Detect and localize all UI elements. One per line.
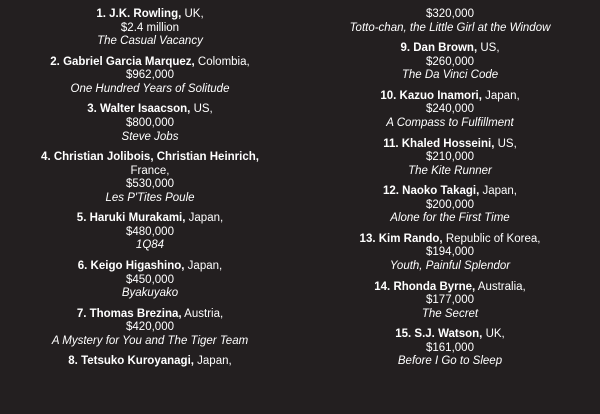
- entry-rank-name: 5. Haruki Murakami,: [76, 212, 186, 225]
- entry-amount: $2.4 million: [120, 21, 180, 34]
- entry-location: France,: [130, 164, 170, 177]
- entry-title: A Compass to Fulfillment: [386, 116, 514, 129]
- entry-amount: $210,000: [426, 151, 474, 164]
- entry-title: Before I Go to Sleep: [397, 355, 503, 368]
- entry-title: The Kite Runner: [408, 164, 492, 177]
- entry-headline: [68, 355, 231, 369]
- list-item: [383, 138, 517, 179]
- entry-amount: $200,000: [426, 198, 474, 211]
- entry-title: Youth, Painful Splendor: [389, 260, 511, 272]
- list-item: [395, 328, 505, 369]
- entry-rank-name: 7. Thomas Brezina,: [76, 307, 182, 320]
- list-item: [360, 233, 541, 274]
- entry-title: 1Q84: [135, 239, 165, 252]
- list-item: [78, 260, 222, 301]
- entry-rank-name: 15. S.J. Watson,: [395, 328, 483, 341]
- entry-rank-name: 11. Khaled Hosseini,: [383, 137, 495, 150]
- entry-headline: [400, 42, 499, 56]
- entry-rank-name: 4. Christian Jolibois, Christian Heinrich,: [41, 151, 259, 164]
- entry-headline: [77, 212, 223, 226]
- entry-location: Japan,: [185, 212, 224, 225]
- list-item: [374, 281, 525, 322]
- entry-rank-name: 3. Walter Isaacson,: [87, 103, 191, 116]
- entry-headline: [52, 308, 248, 322]
- entry-rank-name: 14. Rhonda Byrne,: [374, 280, 476, 293]
- entry-rank-name: 2. Gabriel Garcia Marquez,: [50, 55, 195, 68]
- entry-amount: $800,000: [126, 116, 174, 129]
- entry-amount: $177,000: [426, 294, 474, 307]
- entry-amount: $962,000: [126, 69, 174, 82]
- list-item: [77, 212, 223, 253]
- entry-location: US,: [190, 103, 213, 116]
- entry-amount: $530,000: [126, 178, 174, 191]
- entry-location: Japan,: [479, 185, 518, 198]
- entry-headline: [96, 8, 203, 22]
- entry-rank-name: 9. Dan Brown,: [400, 42, 478, 55]
- list-item: [87, 103, 213, 144]
- entry-title: Les P'Tites Poule: [105, 191, 195, 204]
- entry-rank-name: 13. Kim Rando,: [359, 232, 443, 245]
- entry-title: One Hundred Years of Solitude: [70, 82, 230, 95]
- list-item: [380, 90, 519, 131]
- entry-title: The Secret: [421, 307, 479, 320]
- entry-title: Steve Jobs: [121, 130, 179, 143]
- left-column: [0, 8, 300, 414]
- entry-rank-name: 10. Kazuo Inamori,: [380, 89, 482, 102]
- entry-location: US,: [494, 137, 517, 150]
- list-item: [52, 308, 248, 349]
- entry-amount: $240,000: [426, 103, 474, 116]
- entry-headline: [380, 90, 519, 104]
- entry-location: Japan,: [481, 89, 520, 102]
- entry-headline: [78, 260, 222, 274]
- entry-headline: [50, 56, 249, 70]
- entry-title: The Da Vinci Code: [401, 69, 499, 82]
- entry-rank-name: 8. Tetsuko Kuroyanagi,: [68, 355, 194, 368]
- entry-title: A Mystery for You and The Tiger Team: [51, 334, 249, 347]
- entry-location: Australia,: [475, 280, 526, 293]
- entry-title: Alone for the First Time: [390, 212, 510, 225]
- list-item: [383, 185, 517, 226]
- right-column: [300, 8, 600, 414]
- entry-headline: [395, 328, 505, 342]
- entry-location: UK,: [482, 328, 505, 341]
- list-item: [41, 151, 259, 205]
- entry-headline: [383, 138, 517, 152]
- entry-title: Totto-chan, the Little Girl at the Window: [349, 21, 551, 34]
- entry-amount: $194,000: [426, 246, 474, 259]
- entry-title: The Casual Vacancy: [97, 35, 203, 48]
- entry-amount: $320,000: [426, 8, 474, 20]
- entry-headline: [383, 185, 517, 199]
- entry-amount: $260,000: [426, 55, 474, 68]
- entry-amount: $480,000: [126, 225, 174, 238]
- list-item: [50, 56, 249, 97]
- entry-location: Colombia,: [194, 55, 250, 68]
- entry-location: Austria,: [181, 307, 224, 320]
- entry-rank-name: 12. Naoko Takagi,: [382, 185, 480, 198]
- entry-location: Republic of Korea,: [442, 232, 541, 245]
- entry-location: Japan,: [184, 260, 223, 272]
- list-item: [400, 42, 499, 83]
- entry-location: Japan,: [193, 355, 232, 368]
- list-item: [96, 8, 203, 49]
- continued-entry: [350, 8, 551, 35]
- entry-amount: $161,000: [426, 341, 474, 354]
- list-item: [68, 355, 231, 369]
- entry-rank-name: 1. J.K. Rowling,: [96, 8, 182, 20]
- entry-headline: [360, 233, 541, 247]
- entry-headline: [87, 103, 213, 117]
- entry-rank-name: 6. Keigo Higashino,: [77, 260, 185, 272]
- entry-location: UK,: [181, 8, 204, 20]
- entry-amount: $420,000: [126, 321, 174, 334]
- entry-amount: $450,000: [126, 273, 174, 286]
- entry-title: Byakuyako: [121, 287, 179, 300]
- entry-location: US,: [477, 42, 500, 55]
- entry-headline: [374, 281, 525, 295]
